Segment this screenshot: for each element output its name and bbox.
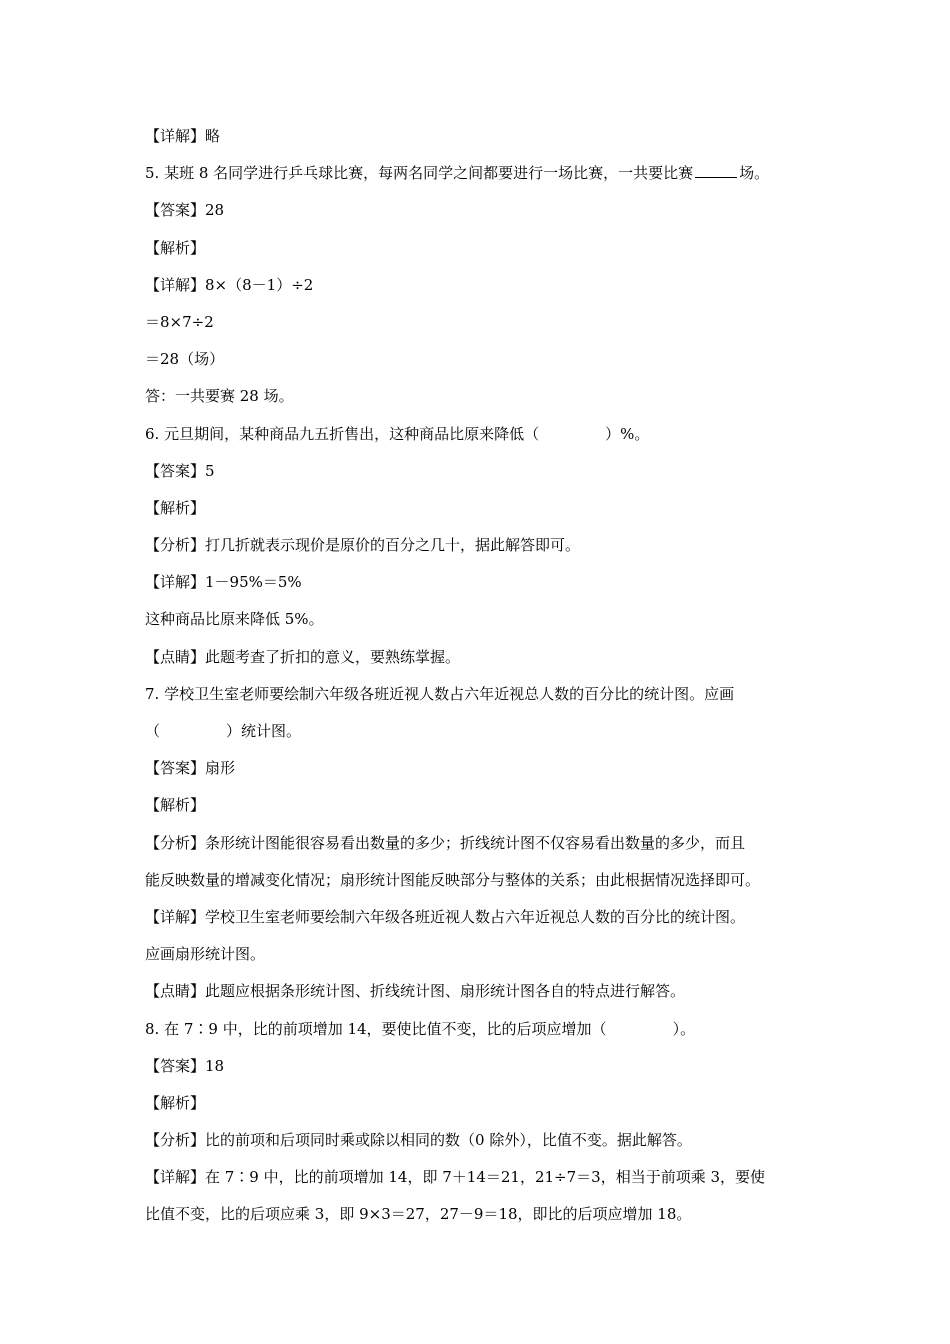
text-line: 【答案】18	[145, 1056, 225, 1075]
answer-blank-underline	[695, 161, 737, 178]
text-line: 这种商品比原来降低 5%。	[145, 610, 324, 629]
text-line: 【点睛】此题应根据条形统计图、折线统计图、扇形统计图各自的特点进行解答。	[145, 982, 686, 1001]
line-text-before-blank: （	[145, 722, 161, 740]
text-line: 【解析】	[145, 1093, 206, 1112]
text-line: 应画扇形统计图。	[145, 945, 266, 964]
text-line: 【点睛】此题考查了折扣的意义，要熟练掌握。	[145, 647, 461, 666]
text-line: 【详解】略	[145, 127, 221, 145]
text-line: ＝8×7÷2	[145, 312, 214, 331]
line-text-after-blank: 场。	[739, 164, 770, 183]
text-line: 【分析】比的前项和后项同时乘或除以相同的数（0 除外），比值不变。据此解答。	[145, 1131, 692, 1150]
text-line: 比值不变，比的后项应乘 3，即 9×3＝27，27－9＝18，即比的后项应增加 18。	[145, 1205, 692, 1224]
text-line: 【分析】打几折就表示现价是原价的百分之几十，据此解答即可。	[145, 536, 581, 555]
text-line: ＝28（场）	[145, 350, 225, 369]
text-line: 【详解】8×（8－1）÷2	[145, 275, 314, 294]
line-text-after-blank: ）。	[672, 1019, 696, 1038]
text-line: 7. 学校卫生室老师要绘制六年级各班近视人数占六年近视总人数的百分比的统计图。应画	[145, 684, 735, 703]
text-line	[145, 416, 825, 453]
text-line: 【解析】	[145, 238, 206, 257]
text-line: 【分析】条形统计图能很容易看出数量的多少；折线统计图不仅容易看出数量的多少，而且	[145, 833, 746, 852]
text-line: 【解析】	[145, 498, 206, 517]
line-text-before-blank: 8. 在 7∶9 中，比的前项增加 14，要使比值不变，比的后项应增加（	[145, 1019, 607, 1038]
text-line	[145, 155, 825, 192]
text-line: 答：一共要赛 28 场。	[145, 387, 294, 406]
text-line: 【答案】扇形	[145, 759, 236, 778]
text-line: 【答案】5	[145, 461, 215, 480]
text-line	[145, 1011, 825, 1048]
text-line	[145, 713, 825, 750]
text-line: 【详解】1－95%＝5%	[145, 573, 302, 592]
document-content	[145, 118, 825, 1234]
text-line: 能反映数量的增减变化情况；扇形统计图能反映部分与整体的关系；由此根据情况选择即可。	[145, 870, 761, 889]
line-text-before-blank: 5. 某班 8 名同学进行乒乓球比赛，每两名同学之间都要进行一场比赛，一共要比赛	[145, 164, 694, 183]
text-line: 【解析】	[145, 796, 206, 815]
line-text-after-blank: ）统计图。	[226, 722, 302, 740]
text-line: 【答案】28	[145, 201, 225, 220]
text-line: 【详解】学校卫生室老师要绘制六年级各班近视人数占六年近视总人数的百分比的统计图。	[145, 907, 746, 926]
line-text-before-blank: 6. 元旦期间，某种商品九五折售出，这种商品比原来降低（	[145, 424, 540, 443]
text-line: 【详解】在 7∶9 中，比的前项增加 14，即 7＋14＝21，21÷7＝3，相当于前项乘 3，要使	[145, 1168, 766, 1187]
line-text-after-blank: ）%。	[605, 424, 650, 443]
